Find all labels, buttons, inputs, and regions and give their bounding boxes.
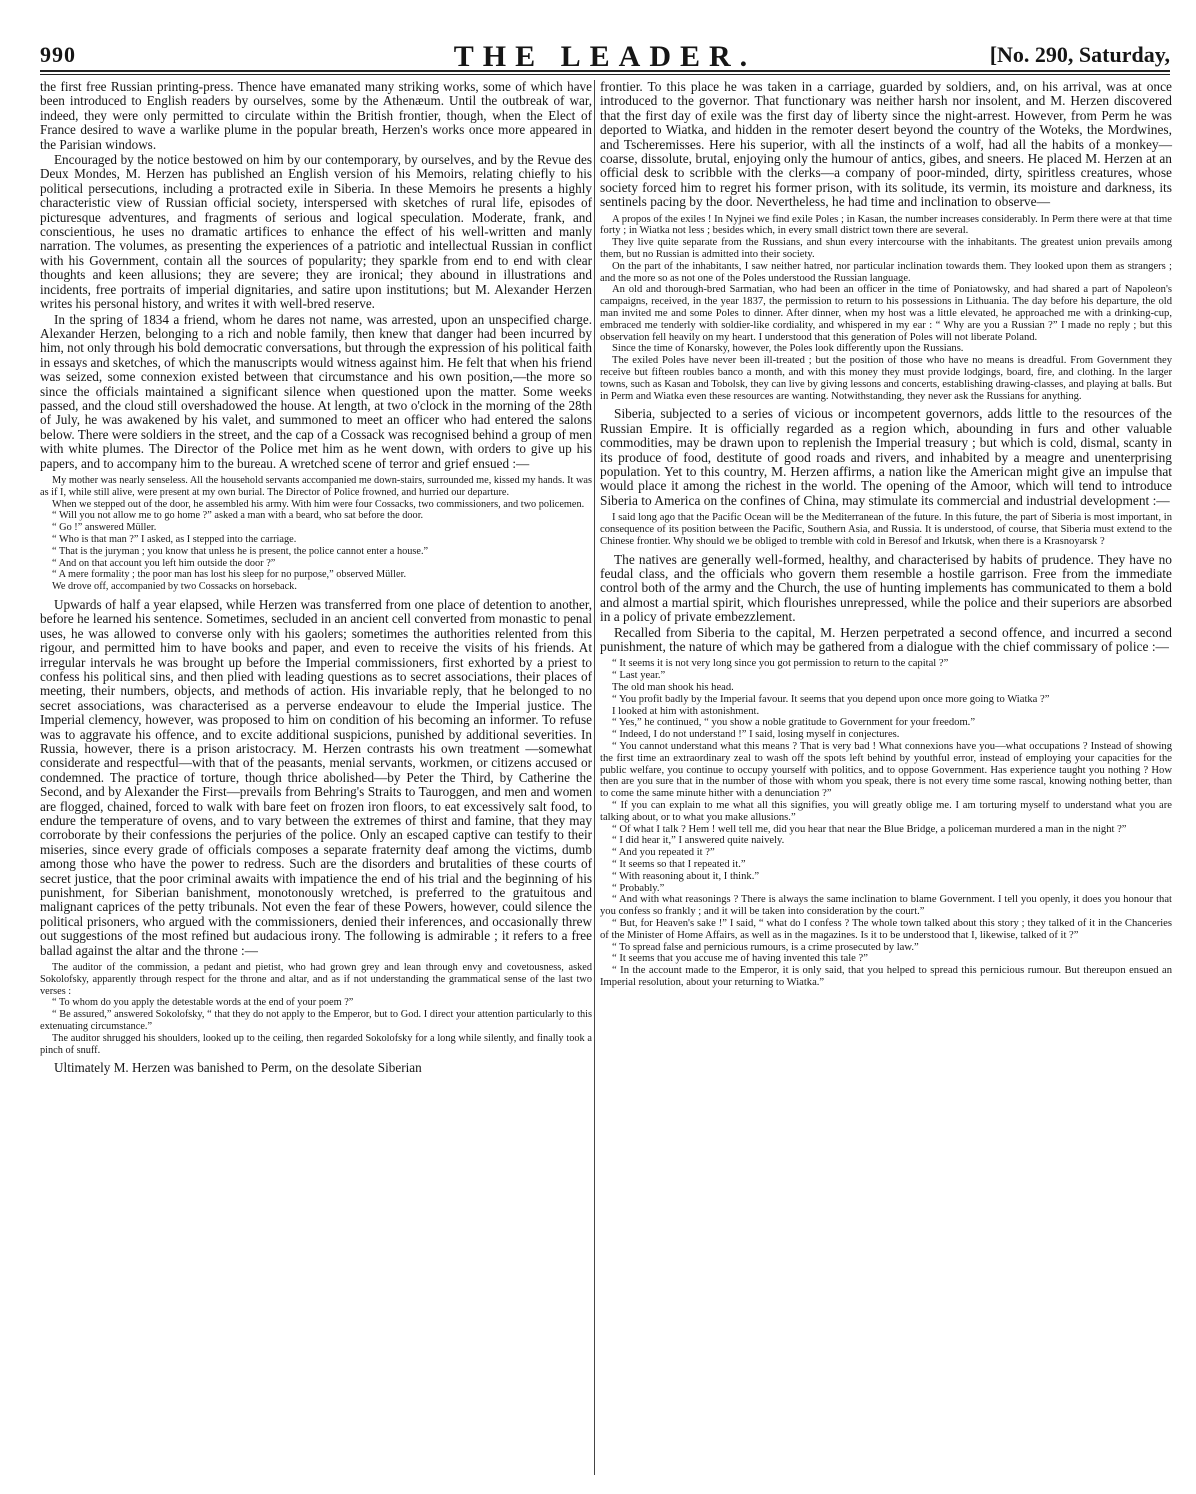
paragraph: the first free Russian printing-press. Thence have emanated many striking works, some of which have been introduced to English readers by ourselves, some by the Athenæum. Until the outbreak of war, indeed, they were only permitted to circulate within the British frontier, though, when the Elect of France desired to wave a warlike plume in the popular breath, Herzen's works once more appeared in the Parisian windows. xyxy=(40,79,592,152)
quote-line: “ Will you not allow me to go home ?” asked a man with a beard, who sat before the door. xyxy=(52,510,424,522)
quote-line: I looked at him with astonishment. xyxy=(612,705,760,717)
quote-line: “ If you can explain to me what all this signifies, you will greatly oblige me. I am torturing myself to understand what you are talking about, or to what you make allusions.” xyxy=(600,800,1172,823)
header-rule xyxy=(40,70,1170,72)
quotation xyxy=(600,512,1172,547)
quotation xyxy=(600,214,1172,403)
quote-line: “ Go !” answered Müller. xyxy=(52,522,157,534)
quote-line: “ And with what reasonings ? There is always the same inclination to blame Government. I tell you openly, it does you honour that you confess so frankly ; and it will be taken into consideration by the court.” xyxy=(600,894,1172,918)
newspaper-title: THE LEADER. xyxy=(453,40,757,73)
quote-line: My mother was nearly senseless. All the household servants accompanied me down-stairs, surrounded me, kissed my hands. It was as if I, while still alive, were present at my own burial. The Director of Police frowned, and hurried our departure. xyxy=(40,474,592,498)
quote-line: The auditor of the commission, a pedant and pietist, who had grown grey and lean through envy and covetousness, asked Sokolofsky, apparently through respect for the throne and altar, and as if not understanding the grammatical sense of the last two verses : xyxy=(40,962,592,997)
quote-line: “ Last year.” xyxy=(612,670,666,682)
quote-line: An old and thorough-bred Sarmatian, who had been an officer in the time of Poniatowsky, and had shared a part of Napoleon's campaigns, received, in the year 1837, the permission to return to his possessions in Lithuania. The day before his departure, the old man invited me and some Poles to dinner. After dinner, when my host was a little elevated, he approached me with a drinking-cup, embraced me tenderly with soldier-like cordiality, and whispered in my ear : “ Why are you a Russian ?” I made no reply ; but this observation fell heavily on my heart. I understood that this generation of Poles will not liberate Poland. xyxy=(600,284,1172,343)
quote-line: “ Probably.” xyxy=(612,882,665,894)
quote-line: “ To spread false and pernicious rumours, is a crime prosecuted by law.” xyxy=(612,941,919,953)
quote-line: The old man shook his head. xyxy=(612,682,734,694)
masthead xyxy=(40,40,1170,73)
quotation xyxy=(40,475,592,593)
quote-line: “ It seems it is not very long since you got permission to return to the capital ?” xyxy=(612,658,949,670)
quote-line: “ And on that account you left him outside the door ?” xyxy=(52,557,276,569)
quote-line: “ Of what I talk ? Hem ! well tell me, did you hear that near the Blue Bridge, a policeman murdered a man in the night ?” xyxy=(612,823,1127,835)
quote-line: “ You profit badly by the Imperial favour. It seems that you depend upon once more going to Wiatka ?” xyxy=(612,693,1050,705)
quote-line: “ Indeed, I do not understand !” I said, losing myself in conjectures. xyxy=(612,729,900,741)
quotation xyxy=(600,658,1172,988)
quote-line: “ Be assured,” answered Sokolofsky, “ that they do not apply to the Emperor, but to God. I direct your attention particularly to this extenuating circumstance.” xyxy=(40,1009,592,1033)
quote-line: “ To whom do you apply the detestable words at the end of your poem ?” xyxy=(52,997,354,1009)
quote-line: “ A mere formality ; the poor man has lost his sleep for no purpose,” observed Müller. xyxy=(52,569,407,581)
column-divider xyxy=(594,80,595,1475)
quote-line: “ And you repeated it ?” xyxy=(612,847,715,859)
quotation xyxy=(40,962,592,1056)
issue-label: [No. 290, Saturday, xyxy=(989,42,1170,67)
quote-line: The exiled Poles have never been ill-treated ; but the position of those who have no means is dreadful. From Government they receive but fifteen roubles banco a month, and with this money they must provide lodgings, board, fire, and clothing. In the larger towns, such as Kasan and Tobolsk, they can live by giving lessons and concerts, establishing drawing-classes, and playing at balls. But in Perm and Wiatka even these resources are wanting. Notwithstanding, they never ask the Russians for anything. xyxy=(600,355,1172,402)
quote-line: We drove off, accompanied by two Cossacks on horseback. xyxy=(52,581,297,593)
quote-line: “ That is the juryman ; you know that unless he is present, the police cannot enter a house.” xyxy=(52,545,429,557)
paragraph: In the spring of 1834 a friend, whom he dares not name, was arrested, upon an unspecified charge. Alexander Herzen, belonging to a rich and noble family, then knew that danger had been incurred by him, not only through his bold democratic conversations, but through the expression of his political faith in essays and sketches, of which the manuscripts would witness against him. He felt that when his friend was seized, some connexion existed between that circumstance and his own position,—the more so since the officials maintained a significant silence when questioned upon the matter. Some weeks passed, and the cloud still overshadowed the house. At length, at two o'clock in the morning of the 28th of July, he was awakened by his valet, and summoned to meet an officer who had entered the salons below. There were soldiers in the street, and the cap of a Cossack was recognised behind a group of men with white plumes. The Director of the Police met him as he went down, with orders to give up his papers, and to accompany him to the bureau. A wretched scene of terror and grief ensued :— xyxy=(40,311,592,471)
quote-line: “ Who is that man ?” I asked, as I stepped into the carriage. xyxy=(52,533,297,545)
paragraph: Upwards of half a year elapsed, while Herzen was transferred from one place of detention to another, before he learned his sentence. Sometimes, secluded in an ancient cell converted from monastic to penal uses, he was allowed to converse only with his gaolers; sometimes the authorities relented from this rigour, and permitted him to have books and paper, and even to receive the visits of his friends. At irregular intervals he was brought up before the Imperial commissioners, first exhorted by a priest to confess his political sins, and then plied with leading questions as to secret associations, their places of meeting, their numbers, objects, and methods of action. His invariable reply, that he belonged to no secret associations, was characterised as a perverse endeavour to elude the Imperial justice. The Imperial clemency, however, was proposed to him on condition of his becoming an informer. To refuse was to aggravate his offence, and to excite additional suspicions, punished by additional severities. In Russia, however, there is a prison aristocracy. M. Herzen contrasts his own treatment —somewhat considerate and respectful—with that of the peasants, menial servants, workmen, or citizens accused or condemned. The practice of torture, though thrice abolished—by Peter the Third, by Catherine the Second, and by Alexander the First—prevails from Behring's Straits to Tauroggen, and men and women are flogged, chained, forced to walk with bare feet on frozen iron floors, to eat excessively salt food, to endure the temperature of ovens, and to vary between the extremes of thirst and famine, that they may corroborate by their confessions the perjuries of the police. Only an escaped captive can testify to their miseries, since every grade of officials composes a separate fraternity deaf among the victims, dumb among those who have the power to redress. Such are the disorders and brutalities of these courts of secret justice, that the poor criminal awaits with impatience the end of his trial and the beginning of his punishment, for Siberian banishment, monotonously wretched, is preferred to the gratuitous and malignant caprices of the petty tribunals. Not even the fear of these Powers, however, could silence the political prisoners, who argued with the commissioners, denied their inferences, and occasionally threw out suggestions of the most refined but audacious irony. The following is admirable ; it refers to a free ballad against the altar and the throne :— xyxy=(40,596,592,958)
page-number: 990 xyxy=(40,42,76,67)
paragraph: frontier. To this place he was taken in a carriage, guarded by soldiers, and, on his arrival, was at once introduced to the governor. That functionary was neither harsh nor insolent, and M. Herzen discovered that the first day of exile was the first day of liberty since the night-arrest. However, from Perm he was deported to Wiatka, and hidden in the remoter desert beyond the country of the Woteks, the Mordwines, and Tscheremisses. Here his superior, with all the instincts of a wolf, had all the habits of a monkey—coarse, dissolute, brutal, enjoying only the humour of antics, gibes, and sneers. He placed M. Herzen at an official desk to scribble with the clerks—a company of poor-minded, dirty, spiritless creatures, whose society forced him to regret his former prison, with its solitude, its vermin, its moisture and darkness, its sentinels pacing by the door. Nevertheless, he had time and inclination to observe— xyxy=(600,79,1172,210)
paragraph: Ultimately M. Herzen was banished to Perm, on the desolate Siberian xyxy=(54,1060,422,1076)
paragraph: Siberia, subjected to a series of vicious or incompetent governors, adds little to the resources of the Russian Empire. It is officially regarded as a region which, abounding in furs and other valuable commodities, may be drawn upon to replenish the Imperial treasury ; but which is cold, dismal, scanty in its produce of food, destitute of good roads and rivers, and inhabited by a meagre and unenterprising population. Yet to this country, M. Herzen affirms, a nation like the American might give an impulse that would place it among the richest in the world. The opening of the Amoor, which will tend to introduce Siberia to America on the confines of China, may stimulate its commercial and industrial development :— xyxy=(600,406,1172,508)
quote-line: “ But, for Heaven's sake !” I said, “ what do I confess ? The whole town talked about this story ; they talked of it in the Chanceries of the Minister of Home Affairs, as well as in the magazines. Is it to be understood that I, likewise, talked of it ?” xyxy=(600,918,1172,941)
quote-line: “ In the account made to the Emperor, it is only said, that you helped to spread this pernicious rumour. But thereupon ensued an Imperial resolution, about your returning to Wiatka.” xyxy=(600,965,1172,988)
quote-line: “ It seems that you accuse me of having invented this tale ?” xyxy=(612,953,868,965)
paragraph: Encouraged by the notice bestowed on him by our contemporary, by ourselves, and by the Revue des Deux Mondes, M. Herzen has published an English version of his Memoirs, relating chiefly to his political persecutions, including a protracted exile in Siberia. In these Memoirs he presents a highly characteristic view of Russian official society, interspersed with sketches of rural life, episodes of picturesque adventures, and fragments of serious and logical speculation. Moderate, frank, and conscientious, he uses no dramatic artifices to enhance the effect of his well-written and manly narration. The volumes, as presenting the experiences of a patriotic and intellectual Russian in conflict with his Government, contain all the sources of popularity; they sparkle from end to end with clear thoughts and keen allusions; they are severe; they are ironical; they abound in illustrations and incidents, free portraits of imperial dignitaries, and satire upon institutions; but M. Alexander Herzen writes his personal history, and writes it with well-bred reserve. xyxy=(40,152,592,312)
left-column xyxy=(40,80,592,1077)
quote-line: When we stepped out of the door, he assembled his army. With him were four Cossacks, two commissioners, and two policemen. xyxy=(52,498,585,510)
paragraph: The natives are generally well-formed, healthy, and characterised by habits of prudence. They have no feudal class, and the officials who govern them resemble a hostile garrison. Free from the immediate control both of the army and the Church, the use of hunting implements has communicated to them a bold and almost a martial spirit, which flourishes unrepressed, while the police and their superiors are absorbed in a policy of private embezzlement. xyxy=(600,551,1172,625)
paragraph: Recalled from Siberia to the capital, M. Herzen perpetrated a second offence, and incurred a second punishment, the nature of which may be gathered from a dialogue with the chief commissary of police :— xyxy=(600,624,1172,655)
quote-line: “ You cannot understand what this means ? That is very bad ! What connexions have you—what occupations ? Instead of showing the first time an extraordinary zeal to wash off the spots left behind by youthful error, instead of employing your capacities for the public welfare, you continue to occupy yourself with politics, and to oppose Government. Has experience taught you nothing ? How then are you sure that in the number of those with whom you speak, there is not every time some rascal, knowing nothing better, than to come the same minute hither with a denunciation ?” xyxy=(600,741,1172,800)
quote-line: The auditor shrugged his shoulders, looked up to the ceiling, then regarded Sokolofsky for a long while silently, and finally took a pinch of snuff. xyxy=(40,1032,592,1056)
quote-line: “ I did hear it,” I answered quite naively. xyxy=(612,835,785,847)
quote-line: “ Yes,” he continued, “ you show a noble gratitude to Government for your freedom.” xyxy=(612,717,976,729)
quote-line: They live quite separate from the Russians, and shun every intercourse with the inhabitants. The greatest union prevails among them, but no Russian is admitted into their society. xyxy=(600,237,1172,261)
quote-line: Since the time of Konarsky, however, the Poles look differently upon the Russians. xyxy=(612,343,964,355)
quote-line: “ With reasoning about it, I think.” xyxy=(612,870,760,882)
quote-line: On the part of the inhabitants, I saw neither hatred, nor particular inclination towards them. They looked upon them as strangers ; and the more so as not one of the Poles understood the Russian language. xyxy=(600,260,1172,284)
quote-line: I said long ago that the Pacific Ocean will be the Mediterranean of the future. In this future, the part of Siberia is most important, in consequence of its position between the Pacific, Southern Asia, and Russia. It is understood, of course, that Siberia must extend to the Chinese frontier. Why should we be obliged to tremble with cold in Beresof and Irkutsk, when there is a Krasnoyarsk ? xyxy=(600,512,1172,547)
quote-line: A propos of the exiles ! In Nyjnei we find exile Poles ; in Kasan, the number increases considerably. In Perm there were at that time forty ; in Wiatka not less ; besides which, in every small district town there are several. xyxy=(600,213,1172,237)
right-column xyxy=(600,80,1172,994)
header-rule-thin xyxy=(40,74,1170,75)
quote-line: “ It seems so that I repeated it.” xyxy=(612,859,746,871)
